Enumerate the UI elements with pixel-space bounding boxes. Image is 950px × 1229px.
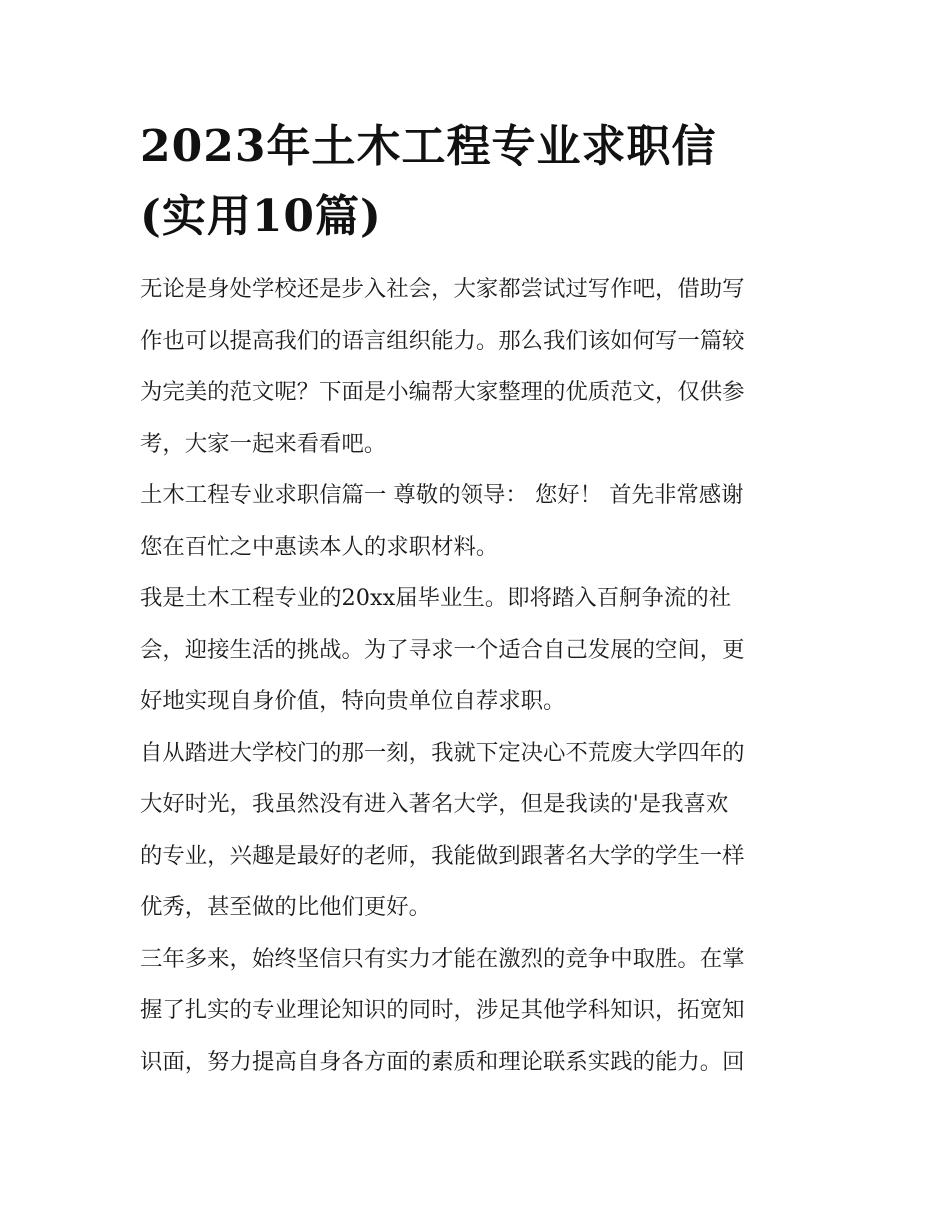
document-body	[140, 264, 812, 1088]
title-line-2: (实用10篇)	[140, 191, 382, 242]
text-line: 无论是身处学校还是步入社会，大家都尝试过写作吧，借助写	[140, 276, 745, 302]
text-line: 您在百忙之中惠读本人的求职材料。	[140, 533, 499, 560]
document-title	[140, 112, 812, 252]
text-line: 握了扎实的专业理论知识的同时，涉足其他学科知识，拓宽知	[140, 997, 745, 1023]
text-line: 三年多来，始终坚信只有实力才能在激烈的竞争中取胜。在掌	[140, 945, 745, 972]
text-line: 会，迎接生活的挑战。为了寻求一个适合自己发展的空间，更	[140, 636, 745, 663]
paragraph-self-intro	[140, 573, 812, 728]
text-line: 大好时光，我虽然没有进入著名大学，但是我读的'是我喜欢	[140, 791, 729, 817]
text-line: 土木工程专业求职信篇一 尊敬的领导： 您好！ 首先非常感谢	[140, 482, 744, 508]
text-line: 为完美的范文呢？下面是小编帮大家整理的优质范文，仅供参	[140, 379, 745, 405]
text-line: 好地实现自身价值，特向贵单位自荐求职。	[140, 688, 566, 714]
text-line: 我是土木工程专业的20xx届毕业生。即将踏入百舸争流的社	[140, 585, 732, 611]
paragraph-intro	[140, 264, 812, 470]
document-content	[140, 112, 812, 1088]
paragraph-greeting	[140, 470, 812, 573]
text-line: 识面，努力提高自身各方面的素质和理论联系实践的能力。回	[140, 1048, 745, 1075]
text-line: 自从踏进大学校门的那一刻，我就下定决心不荒废大学四年的	[140, 739, 745, 766]
text-line: 优秀，甚至做的比他们更好。	[140, 894, 432, 920]
title-line-1: 2023年土木工程专业求职信	[140, 121, 717, 172]
paragraph-university	[140, 728, 812, 934]
text-line: 考，大家一起来看看吧。	[140, 430, 387, 457]
text-line: 作也可以提高我们的语言组织能力。那么我们该如何写一篇较	[140, 327, 745, 354]
text-line: 的专业，兴趣是最好的老师，我能做到跟著名大学的学生一样	[140, 842, 745, 869]
paragraph-study	[140, 934, 812, 1089]
